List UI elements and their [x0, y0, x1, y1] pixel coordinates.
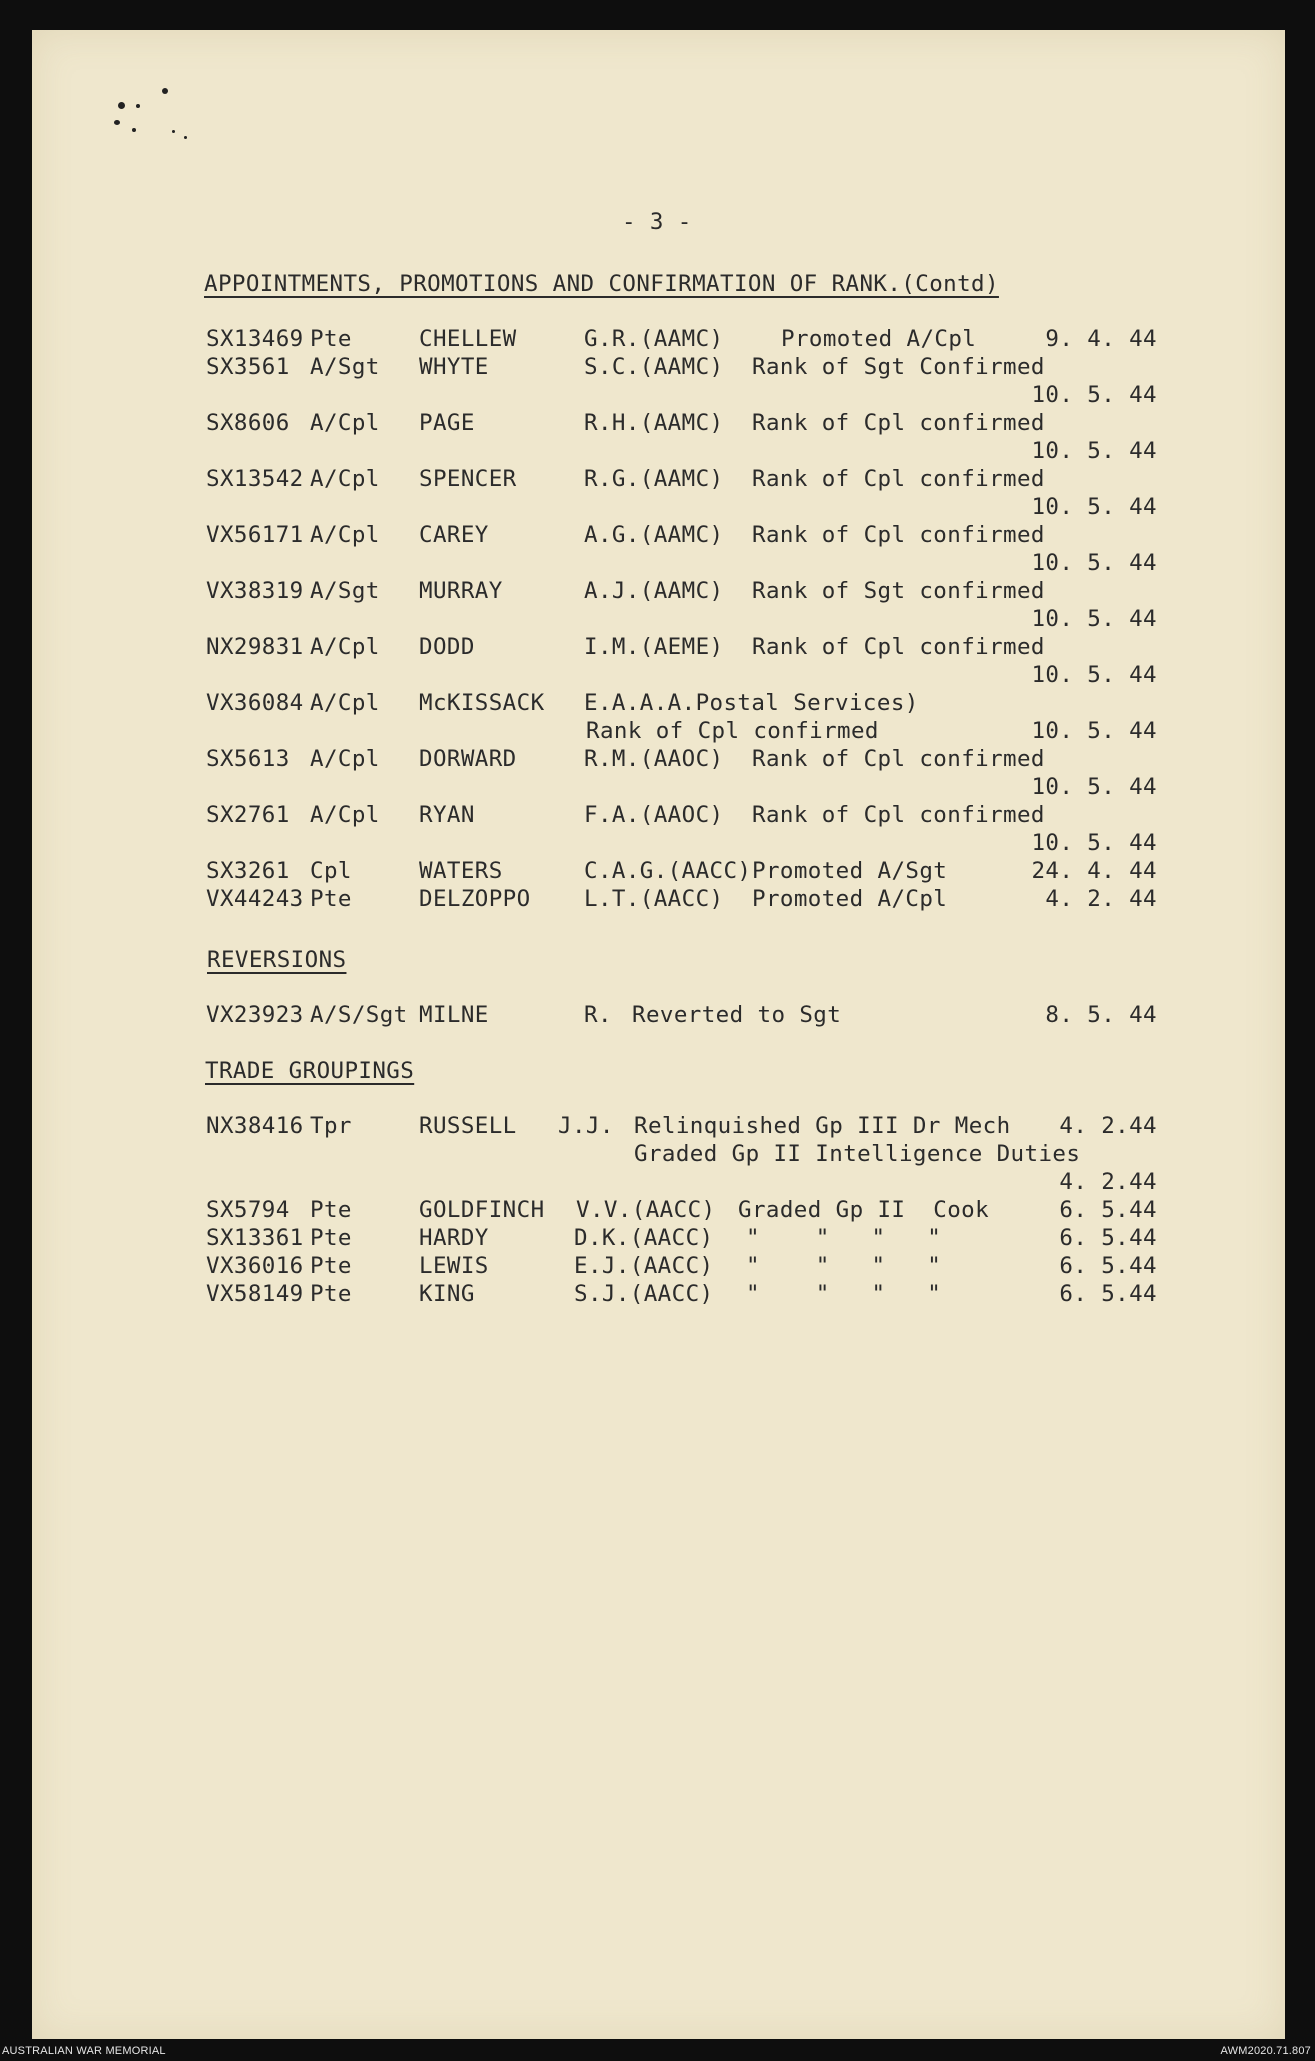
- entry-service-number: VX38319: [206, 578, 304, 604]
- entry-initials-unit: D.K.(AACC): [574, 1225, 714, 1251]
- entry-service-number: VX58149: [206, 1281, 304, 1307]
- entry-service-number: NX29831: [206, 634, 304, 660]
- entry-rank: A/S/Sgt: [310, 1002, 408, 1028]
- entry-surname: DELZOPPO: [419, 886, 531, 912]
- appointments-heading: APPOINTMENTS, PROMOTIONS AND CONFIRMATION OF RANK.(Contd): [204, 271, 999, 297]
- entry-rank: A/Sgt: [310, 354, 380, 380]
- entry-service-number: VX36084: [206, 690, 304, 716]
- entry-initials-unit: A.J.(AAMC): [584, 578, 724, 604]
- page-number: - 3 -: [622, 209, 692, 235]
- trade-groupings-heading: TRADE GROUPINGS: [205, 1058, 415, 1084]
- entry-initials-unit: S.C.(AAMC): [584, 354, 724, 380]
- reversions-heading: REVERSIONS: [207, 947, 347, 973]
- entry-surname: DODD: [419, 634, 475, 660]
- entry-surname: SPENCER: [419, 466, 517, 492]
- entry-date: 10. 5. 44: [1031, 606, 1157, 632]
- entry-date-continued: 4. 2.44: [1059, 1169, 1157, 1195]
- entry-rank: Cpl: [310, 858, 352, 884]
- entry-rank: A/Cpl: [310, 746, 380, 772]
- footer-left: AUSTRALIAN WAR MEMORIAL: [2, 2045, 166, 2057]
- entry-rank: A/Cpl: [310, 410, 380, 436]
- entry-service-number: VX44243: [206, 886, 304, 912]
- entry-action: " " " ": [746, 1253, 942, 1279]
- entry-date: 10. 5. 44: [1031, 830, 1157, 856]
- entry-date: 10. 5. 44: [1031, 382, 1157, 408]
- entry-action: Relinquished Gp III Dr Mech: [634, 1113, 1011, 1139]
- entry-service-number: SX3561: [206, 354, 290, 380]
- entry-service-number: SX5794: [206, 1197, 290, 1223]
- entry-action: Rank of Cpl confirmed: [752, 746, 1045, 772]
- entry-surname: GOLDFINCH: [419, 1197, 545, 1223]
- entry-rank: Tpr: [310, 1113, 352, 1139]
- entry-date: 10. 5. 44: [1031, 438, 1157, 464]
- entry-date: 8. 5. 44: [1045, 1002, 1157, 1028]
- entry-date: 6. 5.44: [1059, 1197, 1157, 1223]
- entry-initials-unit: C.A.G.(AACC): [584, 858, 752, 884]
- footer-right: AWM2020.71.807: [1220, 2045, 1311, 2057]
- entry-action: Rank of Cpl confirmed: [752, 802, 1045, 828]
- entry-initials-unit: R.H.(AAMC): [584, 410, 724, 436]
- entry-rank: A/Cpl: [310, 690, 380, 716]
- entry-rank: A/Cpl: [310, 802, 380, 828]
- entry-rank: A/Cpl: [310, 634, 380, 660]
- entry-initials-unit: R.: [584, 1002, 612, 1028]
- entry-initials-unit: G.R.(AAMC): [584, 326, 724, 352]
- entry-service-number: SX2761: [206, 802, 290, 828]
- entry-surname: LEWIS: [419, 1253, 489, 1279]
- entry-action: Promoted A/Cpl: [781, 326, 977, 352]
- entry-initials-unit: R.G.(AAMC): [584, 466, 724, 492]
- entry-rank: A/Cpl: [310, 522, 380, 548]
- entry-action-continued: Graded Gp II Intelligence Duties: [634, 1141, 1081, 1167]
- entry-date: 24. 4. 44: [1031, 858, 1157, 884]
- entry-date: 9. 4. 44: [1045, 326, 1157, 352]
- entry-date: 6. 5.44: [1059, 1225, 1157, 1251]
- entry-action: Rank of Sgt confirmed: [752, 578, 1045, 604]
- entry-rank: A/Sgt: [310, 578, 380, 604]
- entry-action: Reverted to Sgt: [632, 1002, 842, 1028]
- entry-service-number: SX13542: [206, 466, 304, 492]
- entry-action: Rank of Cpl confirmed: [752, 634, 1045, 660]
- entry-surname: McKISSACK: [419, 690, 545, 716]
- entry-action: Rank of Sgt Confirmed: [752, 354, 1045, 380]
- entry-surname: CAREY: [419, 522, 489, 548]
- entry-rank: Pte: [310, 1253, 352, 1279]
- entry-rank: Pte: [310, 886, 352, 912]
- entry-service-number: SX13469: [206, 326, 304, 352]
- entry-surname: WATERS: [419, 858, 503, 884]
- entry-date: 4. 2. 44: [1045, 886, 1157, 912]
- entry-initials-unit: A.G.(AAMC): [584, 522, 724, 548]
- entry-surname: RUSSELL: [419, 1113, 517, 1139]
- entry-initials-unit: E.A.A.A.Postal Services): [584, 690, 919, 716]
- entry-initials-unit: E.J.(AACC): [574, 1253, 714, 1279]
- entry-initials-unit: J.J.: [558, 1113, 614, 1139]
- entry-service-number: SX3261: [206, 858, 290, 884]
- entry-date: 10. 5. 44: [1031, 550, 1157, 576]
- entry-surname: HARDY: [419, 1225, 489, 1251]
- entry-date: 6. 5.44: [1059, 1281, 1157, 1307]
- entry-date: 4. 2.44: [1059, 1113, 1157, 1139]
- entry-service-number: SX13361: [206, 1225, 304, 1251]
- entry-surname: RYAN: [419, 802, 475, 828]
- entry-surname: WHYTE: [419, 354, 489, 380]
- entry-service-number: SX8606: [206, 410, 290, 436]
- entry-surname: MILNE: [419, 1002, 489, 1028]
- entry-action: Rank of Cpl confirmed: [586, 718, 879, 744]
- entry-surname: MURRAY: [419, 578, 503, 604]
- entry-initials-unit: L.T.(AACC): [584, 886, 724, 912]
- entry-surname: CHELLEW: [419, 326, 517, 352]
- entry-date: 10. 5. 44: [1031, 662, 1157, 688]
- entry-action: " " " ": [746, 1225, 942, 1251]
- entry-surname: KING: [419, 1281, 475, 1307]
- entry-action: Promoted A/Cpl: [752, 886, 948, 912]
- entry-date: 10. 5. 44: [1031, 774, 1157, 800]
- entry-rank: A/Cpl: [310, 466, 380, 492]
- entry-initials-unit: I.M.(AEME): [584, 634, 724, 660]
- paper-specks: [112, 88, 212, 178]
- entry-service-number: VX56171: [206, 522, 304, 548]
- entry-date: 10. 5. 44: [1031, 718, 1157, 744]
- entry-initials-unit: R.M.(AAOC): [584, 746, 724, 772]
- entry-service-number: VX23923: [206, 1002, 304, 1028]
- entry-service-number: SX5613: [206, 746, 290, 772]
- entry-service-number: NX38416: [206, 1113, 304, 1139]
- entry-surname: DORWARD: [419, 746, 517, 772]
- entry-rank: Pte: [310, 1197, 352, 1223]
- entry-service-number: VX36016: [206, 1253, 304, 1279]
- entry-surname: PAGE: [419, 410, 475, 436]
- entry-date: 10. 5. 44: [1031, 494, 1157, 520]
- entry-action: Promoted A/Sgt: [752, 858, 948, 884]
- entry-date: 6. 5.44: [1059, 1253, 1157, 1279]
- entry-initials-unit: V.V.(AACC): [576, 1197, 716, 1223]
- entry-initials-unit: S.J.(AACC): [574, 1281, 714, 1307]
- entry-initials-unit: F.A.(AAOC): [584, 802, 724, 828]
- entry-action: Graded Gp II Cook: [738, 1197, 990, 1223]
- entry-action: Rank of Cpl confirmed: [752, 466, 1045, 492]
- entry-action: " " " ": [746, 1281, 942, 1307]
- entry-action: Rank of Cpl confirmed: [752, 522, 1045, 548]
- entry-rank: Pte: [310, 1281, 352, 1307]
- entry-action: Rank of Cpl confirmed: [752, 410, 1045, 436]
- entry-rank: Pte: [310, 326, 352, 352]
- entry-rank: Pte: [310, 1225, 352, 1251]
